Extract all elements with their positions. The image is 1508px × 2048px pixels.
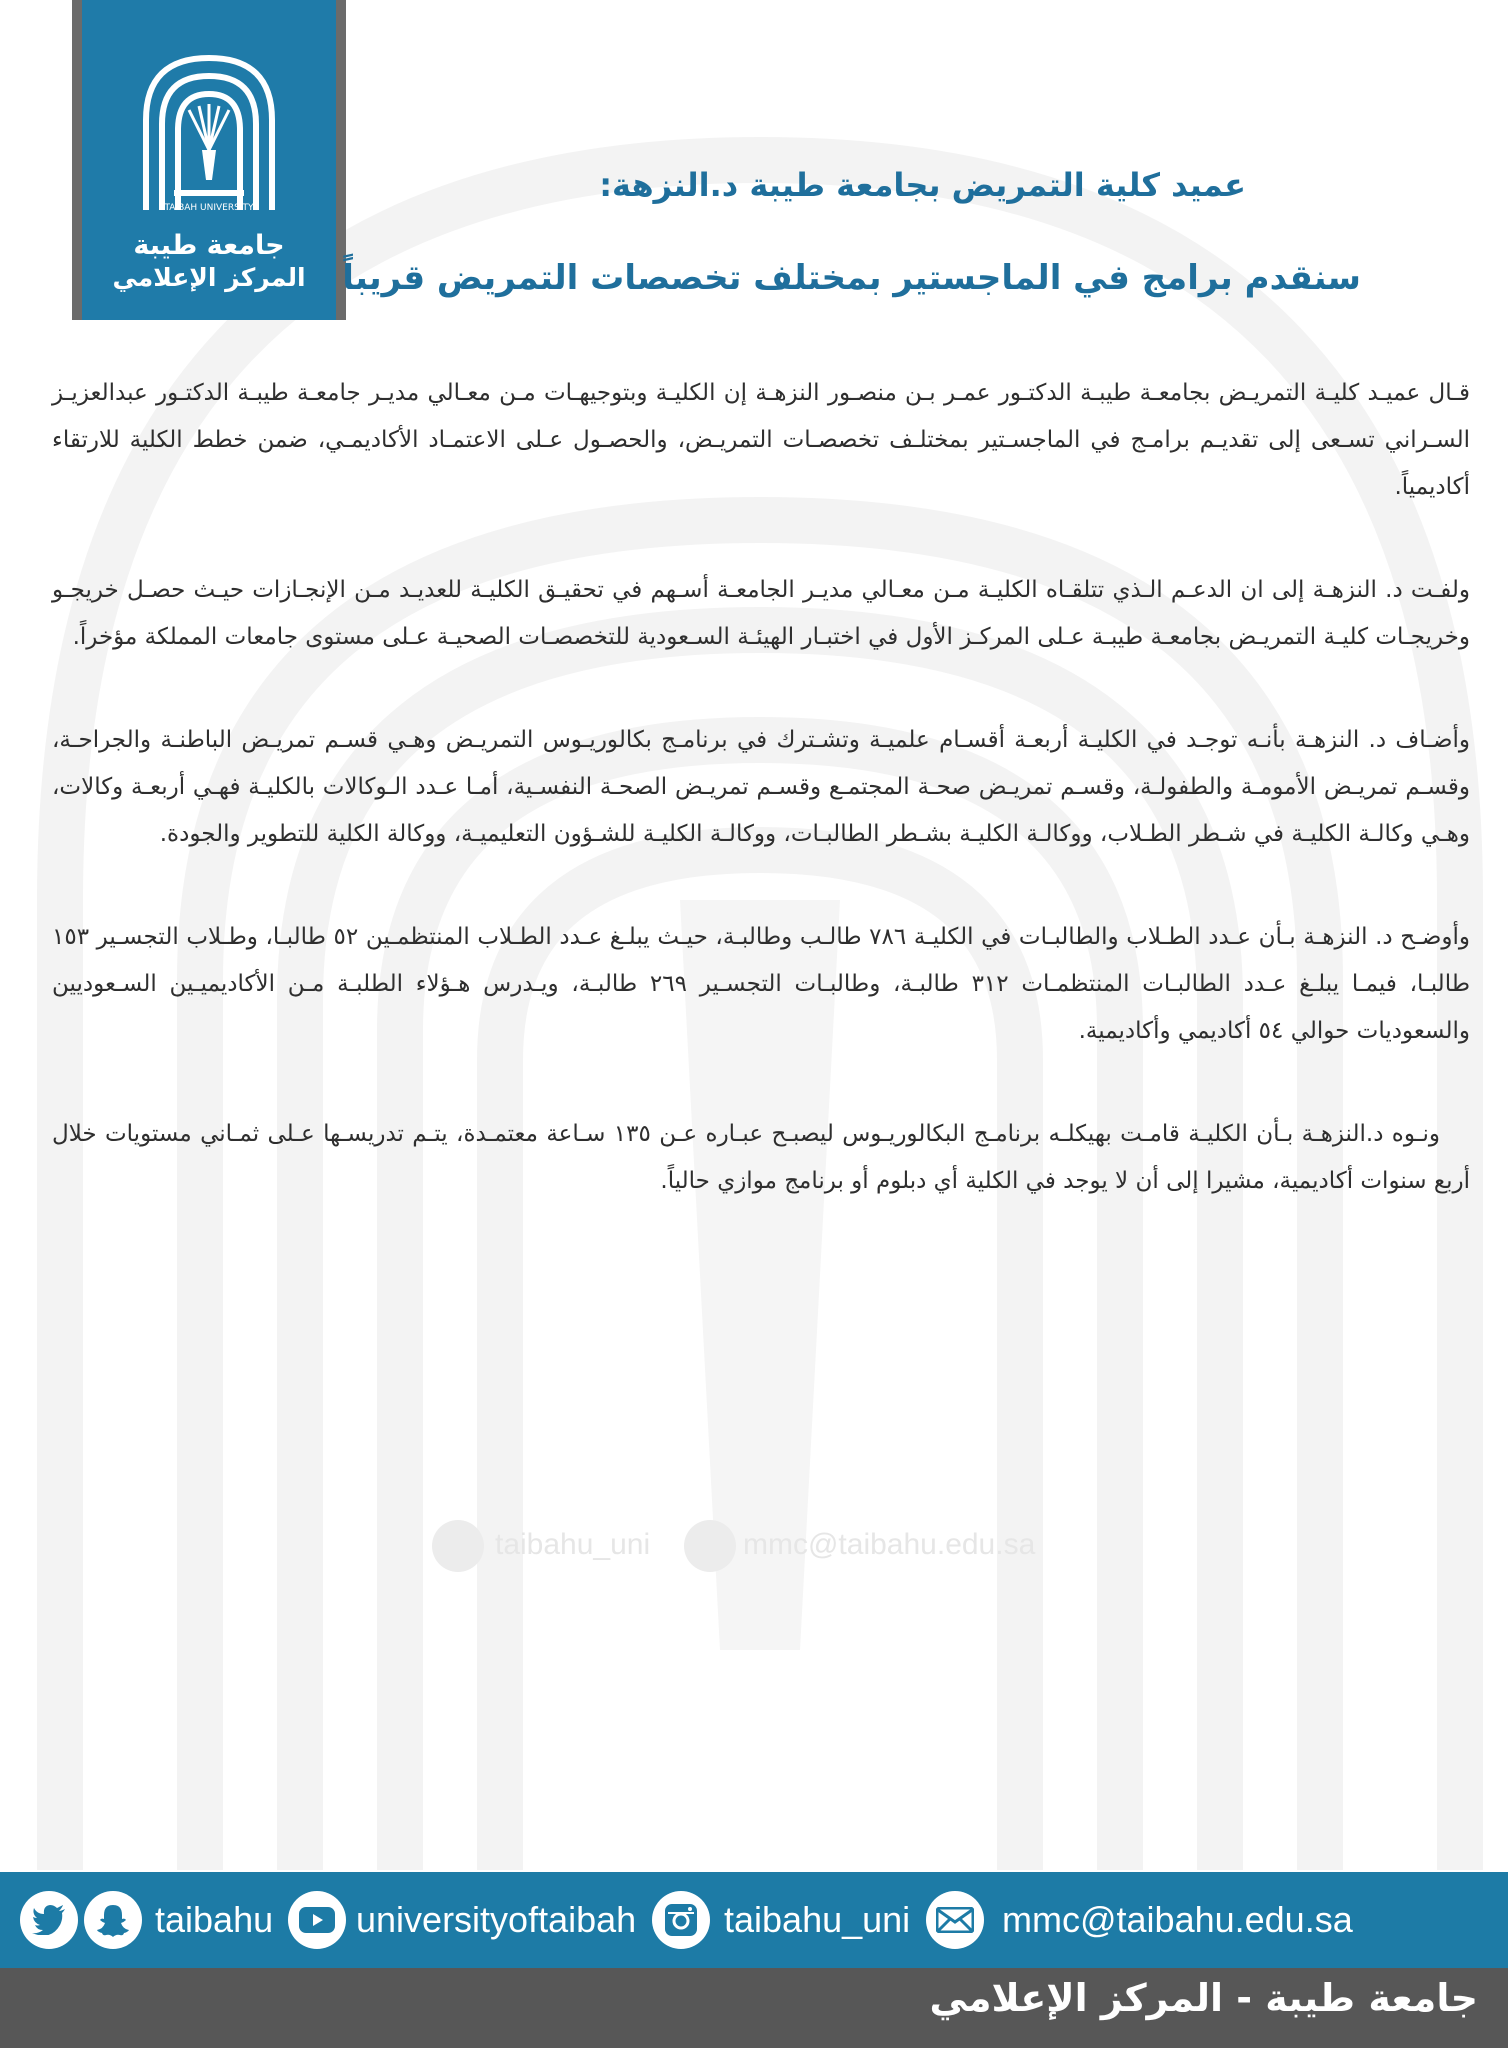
- youtube-icon[interactable]: [288, 1891, 346, 1949]
- article-body: [52, 370, 1470, 1261]
- taibah-emblem-icon: [134, 50, 284, 220]
- footer-brand-text: جامعة طيبة - المركز الإعلامي: [929, 1976, 1478, 2020]
- instagram-handle[interactable]: taibahu_uni: [724, 1899, 911, 1940]
- youtube-handle[interactable]: universityoftaibah: [356, 1899, 637, 1940]
- footer-brand-bar: [0, 1968, 1508, 2048]
- mail-icon[interactable]: [926, 1891, 984, 1949]
- article-paragraph: وأوضـح د. النزهـة بـأن عـدد الطـلاب والطالبـات في الكليـة ٧٨٦ طالـب وطالبـة، حيـث يبلـغ عـدد الطـلاب المنتظمـين ٥٢ طالبـا، وطـلاب التجسـير ١٥٣ طالبـا، فيمـا يبلـغ عـدد الطالبـات المنتظمـات ٣١٢ طالبـة، وطالبـات التجسـير ٢٦٩ طالبـة، ويـدرس هـؤلاء الطلبـة مـن الأكاديميـين السـعوديين والسعوديات حوالي ٥٤ أكاديمي وأكاديمية.: [52, 924, 1471, 1044]
- headline-title: عميد كلية التمريض بجامعة طيبة د.النزهة:: [599, 166, 1246, 204]
- ghost-instagram-text: taibahu_uni: [495, 1528, 651, 1561]
- logo-university-name: جامعة طيبة: [133, 230, 285, 261]
- article-paragraph: ولفـت د. النزهـة إلى ان الدعـم الـذي تتلقـاه الكليـة مـن معـالي مديـر الجامعـة أسـهم في تحقيـق الكليـة للعديـد مـن الإنجـازات حيـث حصـل خريجـو وخريجـات كليـة التمريـض بجامعـة طيبـة عـلى المركـز الأول في اختبـار الهيئـة السـعودية للتخصصـات الصحيـة عـلى مستوى جامعات المملكة مؤخراً.: [52, 577, 1470, 650]
- headline-subtitle: سنقدم برامج في الماجستير بمختلف تخصصات التمريض قريباً: [342, 258, 1361, 298]
- twitter-icon[interactable]: [20, 1891, 78, 1949]
- snapchat-icon[interactable]: [84, 1891, 142, 1949]
- university-logo-block: [72, 0, 346, 320]
- ghost-email-text: mmc@taibahu.edu.sa: [743, 1528, 1036, 1561]
- article-paragraph: قـال عميـد كليـة التمريـض بجامعـة طيبـة الدكتـور عمـر بـن منصـور النزهـة إن الكليـة وبتوجيهـات مـن معـالي مديـر جامعـة طيبـة الدكتـور عبدالعزيـز السـراني تسـعى إلى تقديـم برامـج في الماجسـتير بمختلـف تخصصـات التمريـض، والحصـول عـلى الاعتمـاد الأكاديمـي، ضمن خطط الكلية للارتقاء أكاديمياً.: [52, 380, 1470, 500]
- instagram-icon[interactable]: [652, 1891, 710, 1949]
- ghost-mail-icon: [684, 1520, 736, 1572]
- article-paragraph: وأضـاف د. النزهـة بأنـه توجـد في الكليـة أربعـة أقسـام علميـة وتشـترك في برنامـج بكالوريـوس التمريـض وهـي قسـم تمريـض الباطنـة والجراحـة، وقسـم تمريـض الأمومـة والطفولـة، وقسـم تمريـض صحـة المجتمـع وقسـم تمريـض الصحـة النفسـية، أمـا عـدد الـوكالات بالكليـة فهـي أربعـة وكالات، وهـي وكالـة الكليـة في شـطر الطـلاب، ووكالـة الكليـة بشـطر الطالبـات، ووكالـة الكليـة للشـؤون التعليميـة، ووكالة الكلية للتطوير والجودة.: [52, 727, 1470, 847]
- article-paragraph: ونـوه د.النزهـة بـأن الكليـة قامـت بهيكلـه برنامـج البكالوريـوس ليصبـح عبـاره عـن ١٣٥ سـاعة معتمـدة، يتـم تدريسـها عـلى ثمـاني مستويات خلال أربع سنوات أكاديمية، مشيرا إلى أن لا يوجد في الكلية أي دبلوم أو برنامج موازي حالياً.: [52, 1121, 1470, 1194]
- emblem-caption: TAIBAH UNIVERSITY: [164, 203, 254, 213]
- ghost-instagram-icon: [432, 1520, 484, 1572]
- email-address[interactable]: mmc@taibahu.edu.sa: [1002, 1899, 1353, 1940]
- logo-media-center: المركز الإعلامي: [112, 263, 306, 292]
- footer-social-bar: [0, 1872, 1508, 1968]
- twitter-handle[interactable]: taibahu: [155, 1899, 274, 1940]
